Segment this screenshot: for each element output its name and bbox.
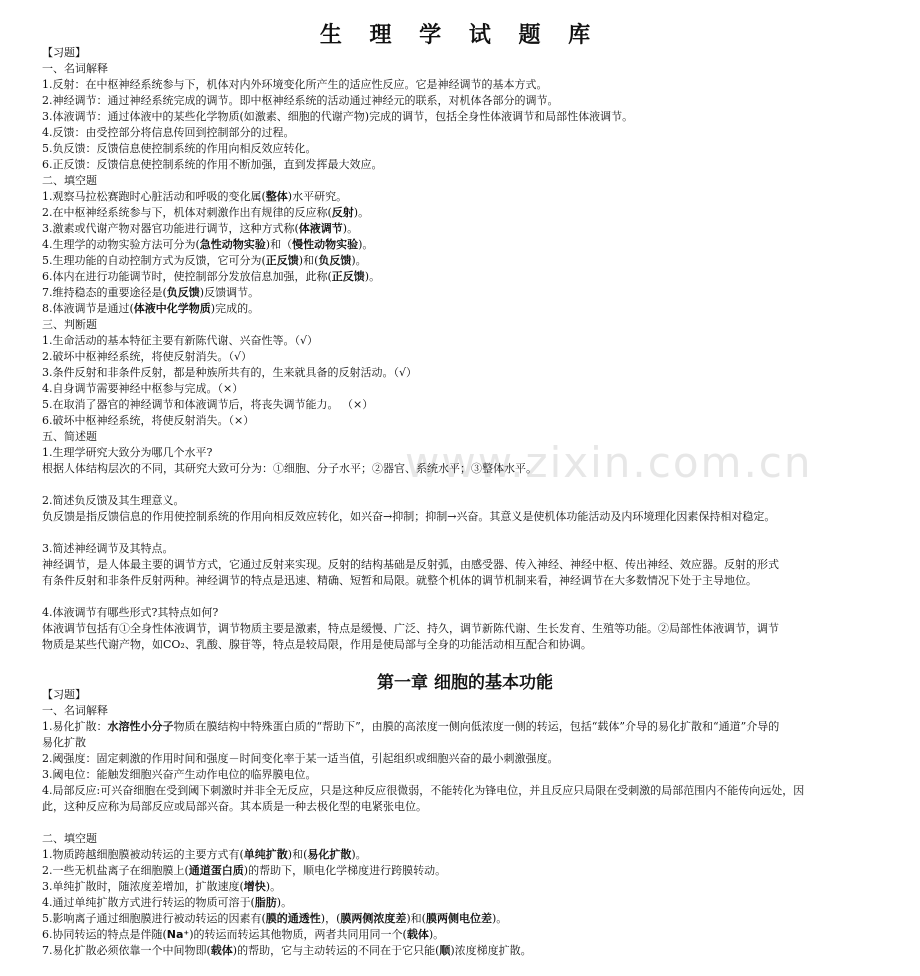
chapter1-line: 3.阈电位：能触发细胞兴奋产生动作电位的临界膜电位。 xyxy=(42,768,317,781)
intro-line: 1.观察马拉松赛跑时心脏活动和呼吸的变化属(整体)水平研究。 xyxy=(42,190,348,203)
answer-text: 负反馈 xyxy=(318,254,352,267)
chapter1-line: 4.局部反应:可兴奋细胞在受到阈下刺激时并非全无反应，只是这种反应很微弱，不能转化为锋电位，并且反应只局限在受刺激的局部范围内不能传向远处，因 xyxy=(42,784,805,797)
intro-line: 【习题】 xyxy=(42,46,86,59)
intro-line: 4.生理学的动物实验方法可分为(急性动物实验)和（慢性动物实验)。 xyxy=(42,238,374,251)
intro-line: 3.体液调节：通过体液中的某些化学物质(如激素、细胞的代谢产物)完成的调节，包括全身性体液调节和局部性体液调节。 xyxy=(42,110,634,123)
chapter1-line: 【习题】 xyxy=(42,688,86,701)
chapter1-line: 6.协同转运的特点是伴随(Na⁺)的转运而转运其他物质，两者共同用同一个(载体)。 xyxy=(42,928,445,941)
intro-line: 五、简述题 xyxy=(42,430,97,443)
intro-line: 3.简述神经调节及其特点。 xyxy=(42,542,174,555)
answer-text: 膜的通透性 xyxy=(265,912,321,925)
intro-line: 5.生理功能的自动控制方式为反馈，它可分为(正反馈)和(负反馈)。 xyxy=(42,254,367,267)
chapter1-line: 4.通过单纯扩散方式进行转运的物质可溶于(脂肪)。 xyxy=(42,896,293,909)
intro-line: 6.破坏中枢神经系统，将使反射消失。（×） xyxy=(42,414,255,427)
chapter1-line: 3.单纯扩散时，随浓度差增加，扩散速度(增快)。 xyxy=(42,880,282,893)
intro-line: 一、名词解释 xyxy=(42,62,108,75)
intro-line: 4.反馈：由受控部分将信息传回到控制部分的过程。 xyxy=(42,126,295,139)
intro-line: 根据人体结构层次的不同，其研究大致可分为：①细胞、分子水平；②器官、系统水平；③整体水平。 xyxy=(42,462,537,475)
answer-text: 增快 xyxy=(243,880,266,893)
intro-line: 1.反射：在中枢神经系统参与下，机体对内外环境变化所产生的适应性反应。它是神经调节的基本方式。 xyxy=(42,78,548,91)
intro-line: 6.正反馈：反馈信息使控制系统的作用不断加强，直到发挥最大效应。 xyxy=(42,158,383,171)
intro-line: 神经调节，是人体最主要的调节方式，它通过反射来实现。反射的结构基础是反射弧，由感受器、传入神经、神经中枢、传出神经、效应器。反射的形式 xyxy=(42,558,779,571)
answer-text: 反射 xyxy=(331,206,354,219)
intro-line: 4.体液调节有哪些形式?其特点如何? xyxy=(42,606,219,619)
chapter1-line: 二、填空题 xyxy=(42,832,97,845)
intro-line: 3.激素或代谢产物对器官功能进行调节，这种方式称(体液调节)。 xyxy=(42,222,359,235)
intro-line: 7.维持稳态的重要途径是(负反馈)反馈调节。 xyxy=(42,286,260,299)
chapter1-line: 一、名词解释 xyxy=(42,704,108,717)
answer-text: 载体 xyxy=(406,928,429,941)
intro-line: 2.在中枢神经系统参与下，机体对刺激作出有规律的反应称(反射)。 xyxy=(42,206,370,219)
intro-line: 三、判断题 xyxy=(42,318,97,331)
intro-line: 3.条件反射和非条件反射，都是种族所共有的，生来就具备的反射活动。（√） xyxy=(42,366,418,379)
intro-line: 1.生理学研究大致分为哪几个水平? xyxy=(42,446,213,459)
answer-text: 通道蛋白质 xyxy=(188,864,244,877)
intro-line: 5.在取消了器官的神经调节和体液调节后，将丧失调节能力。 （×） xyxy=(42,398,374,411)
chapter1-line: 易化扩散 xyxy=(42,736,86,749)
answer-text: 膜两侧浓度差 xyxy=(340,912,407,925)
chapter1-line: 2.一些无机盐离子在细胞膜上(通道蛋白质)的帮助下，顺电化学梯度进行跨膜转动。 xyxy=(42,864,447,877)
intro-line: 有条件反射和非条件反射两种。神经调节的特点是迅速、精确、短暂和局限。就整个机体的调节机制来看，神经调节在大多数情况下处于主导地位。 xyxy=(42,574,757,587)
intro-line: 物质是某些代谢产物，如CO₂、乳酸、腺苷等，特点是较局限，作用是使局部与全身的功能活动相互配合和协调。 xyxy=(42,638,592,651)
answer-text: 水溶性小分子 xyxy=(107,720,174,733)
intro-line: 8.体液调节是通过(体液中化学物质)完成的。 xyxy=(42,302,260,315)
intro-line: 2.简述负反馈及其生理意义。 xyxy=(42,494,185,507)
watermark-text: www.zixin.com.cn xyxy=(405,438,813,487)
answer-text: 单纯扩散 xyxy=(243,848,288,861)
answer-text: 正反馈 xyxy=(331,270,365,283)
chapter1-line: 2.阈强度：固定刺激的作用时间和强度－时间变化率于某一适当值，引起组织或细胞兴奋的最小刺激强度。 xyxy=(42,752,559,765)
intro-line: 负反馈是指反馈信息的作用使控制系统的作用向相反效应转化，如兴奋→抑制；抑制→兴奋。其意义是使机体功能活动及内环境理化因素保持相对稳定。 xyxy=(42,510,776,523)
chapter1-line: 5.影响离子通过细胞膜进行被动转运的因素有(膜的通透性)，(膜两侧浓度差)和(膜两侧电位差)。 xyxy=(42,912,508,925)
answer-text: 负反馈 xyxy=(166,286,200,299)
intro-line: 4.自身调节需要神经中枢参与完成。（×） xyxy=(42,382,244,395)
answer-text: 正反馈 xyxy=(265,254,299,267)
answer-text: 顺 xyxy=(439,944,451,957)
intro-line: 2.破坏中枢神经系统，将使反射消失。（√） xyxy=(42,350,253,363)
answer-text: 易化扩散 xyxy=(307,848,352,861)
intro-line: 2.神经调节：通过神经系统完成的调节。即中枢神经系统的活动通过神经元的联系，对机体各部分的调节。 xyxy=(42,94,559,107)
page-title: 生 理 学 试 题 库 xyxy=(319,22,601,48)
answer-text: 慢性动物实验 xyxy=(292,238,359,251)
answer-text: 载体 xyxy=(210,944,233,957)
answer-text: 急性动物实验 xyxy=(199,238,266,251)
answer-text: 体液调节 xyxy=(298,222,343,235)
intro-line: 6.体内在进行功能调节时，使控制部分发放信息加强，此称(正反馈)。 xyxy=(42,270,381,283)
answer-text: 整体 xyxy=(265,190,288,203)
answer-text: Na⁺ xyxy=(166,928,190,941)
intro-line: 5.负反馈：反馈信息使控制系统的作用向相反效应转化。 xyxy=(42,142,317,155)
chapter1-line: 此，这种反应称为局部反应或局部兴奋。其本质是一种去极化型的电紧张电位。 xyxy=(42,800,427,813)
chapter1-line: 7.易化扩散必须依靠一个中间物即(载体)的帮助，它与主动转运的不同在于它只能(顺)浓度梯度扩散。 xyxy=(42,944,532,957)
intro-line: 1.生命活动的基本特征主要有新陈代谢、兴奋性等。（√） xyxy=(42,334,319,347)
answer-text: 膜两侧电位差 xyxy=(425,912,492,925)
intro-line: 体液调节包括有①全身性体液调节，调节物质主要是激素，特点是缓慢、广泛、持久，调节新陈代谢、生长发育、生殖等功能。②局部性体液调节，调节 xyxy=(42,622,779,635)
chapter-title: 第一章 细胞的基本功能 xyxy=(377,673,553,693)
answer-text: 体液中化学物质 xyxy=(133,302,211,315)
chapter1-line: 1.物质跨越细胞膜被动转运的主要方式有(单纯扩散)和(易化扩散)。 xyxy=(42,848,367,861)
chapter1-line: 1.易化扩散：水溶性小分子物质在膜结构中特殊蛋白质的“帮助下”，由膜的高浓度一侧向低浓度一侧的转运，包括“载体”介导的易化扩散和“通道”介导的 xyxy=(42,720,780,733)
intro-line: 二、填空题 xyxy=(42,174,97,187)
answer-text: 脂肪 xyxy=(254,896,277,909)
